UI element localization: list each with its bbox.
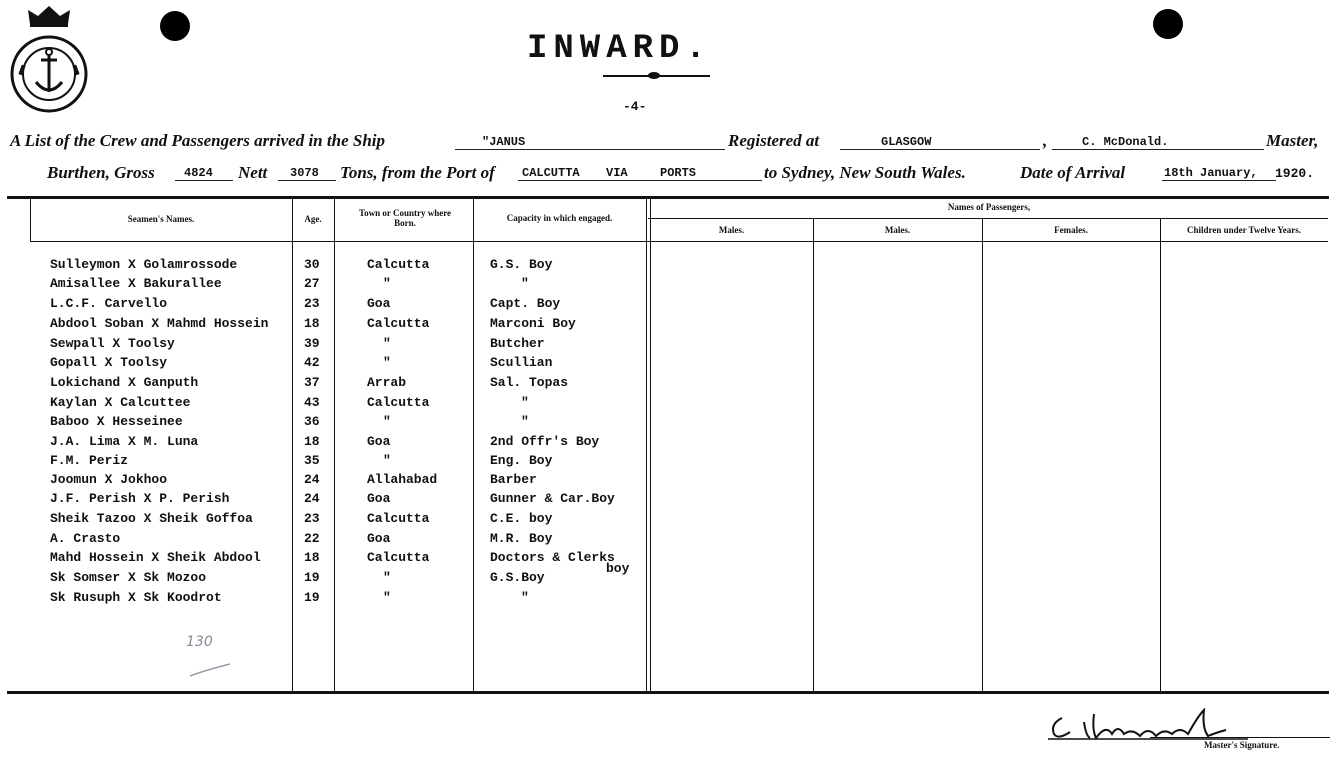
crew-capacity: Marconi Boy (490, 316, 576, 331)
shipping-office-seal-icon (8, 2, 90, 120)
crew-age: 27 (304, 276, 320, 291)
margin-pencil-mark (186, 660, 236, 680)
crew-capacity: Gunner & Car.Boy (490, 491, 615, 506)
burthen-label: Burthen, Gross (47, 163, 155, 182)
col-header-males-1: Males. (718, 225, 745, 235)
col-header-age: Age. (304, 214, 322, 224)
crew-town: " (383, 453, 391, 468)
capacity-continuation: boy (606, 561, 630, 576)
registered-label: Registered at (728, 131, 820, 150)
crew-town: Goa (367, 434, 391, 449)
destination-label: to Sydney, New South Wales. (764, 163, 966, 182)
crew-age: 23 (304, 511, 320, 526)
via-ports: PORTS (660, 166, 697, 180)
passengers-subheader-rule (648, 218, 1328, 219)
master-name: C. McDonald. (1082, 135, 1169, 149)
crew-name: Sheik Tazoo X Sheik Goffoa (50, 511, 253, 526)
crew-town: " (383, 336, 391, 351)
nett-tonnage: 3078 (290, 166, 319, 180)
crew-name: J.F. Perish X P. Perish (50, 491, 230, 506)
nett-label: Nett (238, 163, 268, 182)
crew-name: A. Crasto (50, 531, 121, 546)
crew-capacity: Capt. Boy (490, 296, 561, 311)
col-header-females: Females. (1054, 225, 1088, 235)
crew-name: Lokichand X Ganputh (50, 375, 199, 390)
crew-name: Sk Somser X Sk Mozoo (50, 570, 207, 585)
header-list-label: A List of the Crew and Passengers arrived in the Ship (10, 131, 385, 150)
crew-town: Goa (367, 491, 391, 506)
crew-capacity: G.S.Boy (490, 570, 545, 585)
crew-town: Allahabad (367, 472, 438, 487)
crew-capacity: Doctors & Clerks (490, 550, 615, 565)
crew-capacity: M.R. Boy (490, 531, 553, 546)
col-header-capacity: Capacity in which engaged. (506, 213, 613, 223)
crew-name: J.A. Lima X M. Luna (50, 434, 199, 449)
crew-capacity: " (521, 276, 529, 291)
ship-name: "JANUS (482, 135, 526, 149)
crew-capacity: C.E. boy (490, 511, 553, 526)
crew-capacity: Sal. Topas (490, 375, 569, 390)
table-header-rule (30, 241, 1328, 242)
col-divider-8 (982, 219, 983, 692)
gross-tonnage: 4824 (184, 166, 213, 180)
crew-age: 43 (304, 395, 320, 410)
registered-underline (840, 149, 1040, 150)
crew-town: Calcutta (367, 550, 430, 565)
crew-town: " (383, 590, 391, 605)
crew-town: Calcutta (367, 257, 430, 272)
col-divider-2 (292, 199, 293, 692)
crew-age: 23 (304, 296, 320, 311)
crew-age: 37 (304, 375, 320, 390)
via-text: VIA (606, 166, 628, 180)
crew-name: Mahd Hossein X Sheik Abdool (50, 550, 261, 565)
crew-town: Goa (367, 531, 391, 546)
crew-age: 42 (304, 355, 320, 370)
master-label: Master, (1266, 131, 1319, 150)
crew-age: 18 (304, 316, 320, 331)
nett-underline (278, 180, 336, 181)
crew-name: Sulleymon X Golamrossode (50, 257, 238, 272)
crew-town: " (383, 570, 391, 585)
ship-underline (455, 149, 725, 150)
gross-underline (175, 180, 233, 181)
crew-town: Calcutta (367, 395, 430, 410)
arrival-year: 1920. (1275, 166, 1315, 181)
col-divider-6 (650, 199, 651, 692)
crew-town: Goa (367, 296, 391, 311)
crew-capacity: G.S. Boy (490, 257, 553, 272)
title-ornament-dot (648, 72, 660, 79)
header-comma: , (1043, 131, 1048, 150)
margin-note: 130 (186, 634, 213, 650)
arrival-underline (1162, 180, 1276, 181)
crew-age: 30 (304, 257, 320, 272)
table-top-border (7, 196, 1329, 199)
col-divider-7 (813, 219, 814, 692)
page-number: -4- (623, 99, 647, 114)
crew-capacity: Eng. Boy (490, 453, 553, 468)
crew-age: 24 (304, 491, 320, 506)
arrival-label: Date of Arrival (1020, 163, 1126, 182)
master-signature (1048, 708, 1248, 744)
crew-capacity: Barber (490, 472, 537, 487)
port-underline (518, 180, 762, 181)
crew-age: 19 (304, 590, 320, 605)
punch-hole-left (160, 11, 190, 41)
crew-town: " (383, 355, 391, 370)
crew-name: Amisallee X Bakurallee (50, 276, 222, 291)
crew-age: 18 (304, 434, 320, 449)
crew-capacity: " (521, 414, 529, 429)
crew-town: Calcutta (367, 511, 430, 526)
crew-age: 36 (304, 414, 320, 429)
tons-label: Tons, from the Port of (340, 163, 495, 182)
crew-name: Joomun X Jokhoo (50, 472, 168, 487)
crew-age: 19 (304, 570, 320, 585)
crew-capacity: " (521, 590, 529, 605)
col-divider-9 (1160, 219, 1161, 692)
crew-name: Gopall X Toolsy (50, 355, 168, 370)
crew-name: Sewpall X Toolsy (50, 336, 175, 351)
crew-age: 18 (304, 550, 320, 565)
crew-capacity: Scullian (490, 355, 553, 370)
col-header-town: Town or Country where Born. (358, 208, 452, 228)
crew-name: F.M. Periz (50, 453, 129, 468)
master-underline (1052, 149, 1264, 150)
col-divider-5 (646, 199, 647, 692)
crew-town: " (383, 276, 391, 291)
crew-town: Calcutta (367, 316, 430, 331)
crew-age: 35 (304, 453, 320, 468)
crew-name: Sk Rusuph X Sk Koodrot (50, 590, 222, 605)
registered-port: GLASGOW (881, 135, 932, 149)
signature-line (1150, 737, 1330, 738)
page-title: INWARD. (527, 30, 712, 68)
crew-capacity: 2nd Offr's Boy (490, 434, 600, 449)
departure-port: CALCUTTA (522, 166, 580, 180)
table-bottom-border (7, 691, 1329, 694)
crew-age: 24 (304, 472, 320, 487)
col-divider-4 (473, 199, 474, 692)
crew-capacity: " (521, 395, 529, 410)
crew-name: L.C.F. Carvello (50, 296, 168, 311)
crew-age: 39 (304, 336, 320, 351)
col-header-children: Children under Twelve Years. (1186, 225, 1301, 235)
crew-name: Abdool Soban X Mahmd Hossein (50, 316, 269, 331)
crew-town: Arrab (367, 375, 407, 390)
crew-age: 22 (304, 531, 320, 546)
crew-town: " (383, 414, 391, 429)
col-header-passengers: Names of Passengers, (947, 202, 1031, 212)
col-divider-3 (334, 199, 335, 692)
crew-name: Baboo X Hesseinee (50, 414, 183, 429)
crew-capacity: Butcher (490, 336, 545, 351)
arrival-date: 18th January, (1164, 166, 1258, 180)
punch-hole-right (1153, 9, 1183, 39)
signature-label: Master's Signature. (1204, 740, 1280, 750)
crew-name: Kaylan X Calcuttee (50, 395, 191, 410)
col-header-males-2: Males. (884, 225, 911, 235)
col-header-names: Seamen's Names. (127, 214, 195, 224)
